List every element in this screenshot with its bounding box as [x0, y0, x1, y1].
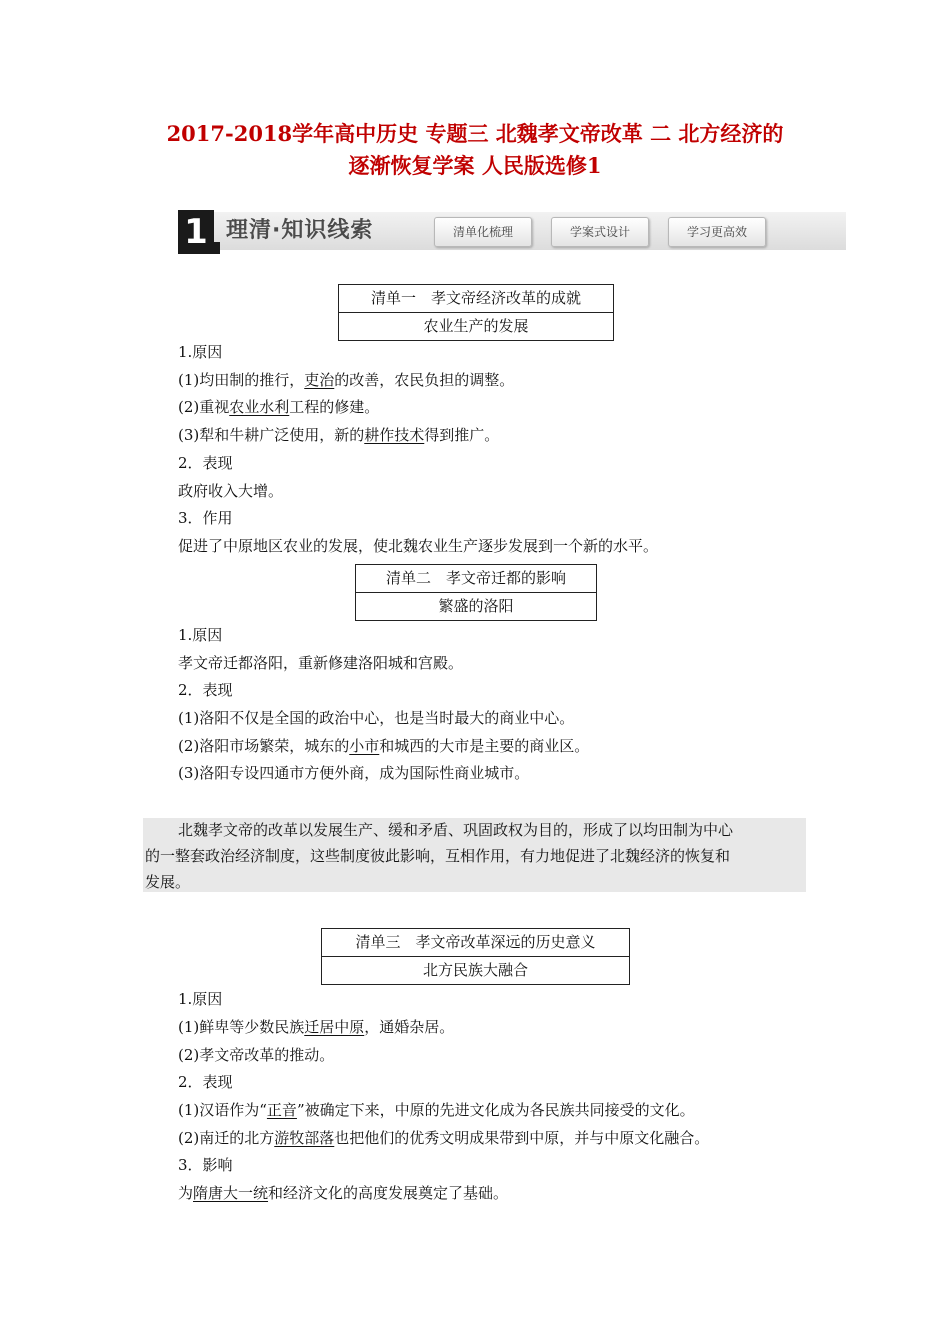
s1-effect-text: 促进了中原地区农业的发展，使北魏农业生产逐步发展到一个新的水平。 — [178, 537, 659, 555]
s3-heading-effect: 3．影响 — [178, 1156, 233, 1174]
list-box-3-title: 清单三 孝文帝改革深远的历史意义 — [322, 929, 629, 957]
s3-heading-show: 2．表现 — [178, 1073, 233, 1091]
s3-reason-1-key: 迁居中原 — [304, 1018, 365, 1036]
s3-show-2-key: 游牧部落 — [274, 1129, 335, 1147]
list-box-2-subtitle: 繁盛的洛阳 — [438, 597, 514, 615]
s3-reason-2: (2)孝文帝改革的推动。 — [178, 1046, 335, 1064]
s1-reason-1: (1)均田制的推行，吏治的改善，农民负担的调整。 — [178, 371, 515, 389]
list-box-2-title: 清单二 孝文帝迁都的影响 — [356, 565, 596, 593]
banner-heading: 理清·知识线索 — [226, 218, 374, 243]
title-line-1: 2017-2018学年高中历史 专题三 北魏孝文帝改革 二 北方经济的 — [166, 121, 784, 146]
title-line-2: 逐渐恢复学案 人民版选修1 — [348, 153, 602, 178]
s2-show-1: (1)洛阳不仅是全国的政治中心，也是当时最大的商业中心。 — [178, 709, 575, 727]
s1-show-text: 政府收入大增。 — [178, 482, 284, 500]
summary-line-2: 的一整套政治经济制度，这些制度彼此影响，互相作用，有力地促进了北魏经济的恢复和 — [145, 847, 731, 865]
banner-button-design[interactable]: 学案式设计 — [551, 217, 649, 247]
section-banner — [178, 210, 846, 254]
summary-line-1: 北魏孝文帝的改革以发展生产、缓和矛盾、巩固政权为目的，形成了以均田制为中心 — [178, 821, 734, 839]
list-box-1 — [338, 284, 614, 341]
s2-reason-text: 孝文帝迁都洛阳，重新修建洛阳城和宫殿。 — [178, 654, 464, 672]
list-box-2 — [355, 564, 597, 621]
s1-reason-1-key: 吏治 — [304, 371, 335, 389]
s3-show-1-key: 正音 — [266, 1101, 297, 1119]
summary-line-3: 发展。 — [145, 873, 191, 891]
s1-reason-2-key: 农业水利 — [229, 398, 290, 416]
document-title — [60, 118, 890, 182]
s3-effect-text: 为隋唐大一统和经济文化的高度发展奠定了基础。 — [178, 1184, 509, 1202]
list-box-3-subtitle: 北方民族大融合 — [422, 961, 528, 979]
s2-heading-show: 2．表现 — [178, 681, 233, 699]
banner-button-efficient[interactable]: 学习更高效 — [668, 217, 766, 247]
s1-reason-3-key: 耕作技术 — [364, 426, 425, 444]
s3-heading-reason: 1.原因 — [178, 990, 223, 1008]
list-box-1-title: 清单一 孝文帝经济改革的成就 — [339, 285, 613, 313]
s1-reason-2: (2)重视农业水利工程的修建。 — [178, 398, 380, 416]
s2-show-2: (2)洛阳市场繁荣，城东的小市和城西的大市是主要的商业区。 — [178, 737, 590, 755]
s2-show-2-key: 小市 — [349, 737, 380, 755]
banner-number-badge: 1 — [178, 210, 214, 254]
s1-reason-3: (3)犁和牛耕广泛使用，新的耕作技术得到推广。 — [178, 426, 500, 444]
summary-block — [143, 818, 806, 892]
s3-show-2: (2)南迁的北方游牧部落也把他们的优秀文明成果带到中原，并与中原文化融合。 — [178, 1129, 710, 1147]
s3-show-1: (1)汉语作为“正音”被确定下来，中原的先进文化成为各民族共同接受的文化。 — [178, 1101, 695, 1119]
s2-show-3: (3)洛阳专设四通市方便外商，成为国际性商业城市。 — [178, 764, 530, 782]
s2-heading-reason: 1.原因 — [178, 626, 223, 644]
s3-reason-1: (1)鲜卑等少数民族迁居中原，通婚杂居。 — [178, 1018, 455, 1036]
banner-button-list[interactable]: 清单化梳理 — [434, 217, 532, 247]
s1-heading-effect: 3．作用 — [178, 509, 233, 527]
list-box-1-subtitle: 农业生产的发展 — [423, 317, 529, 335]
s1-heading-reason: 1.原因 — [178, 343, 223, 361]
s1-heading-show: 2．表现 — [178, 454, 233, 472]
list-box-3 — [321, 928, 630, 985]
s3-effect-key: 隋唐大一统 — [193, 1184, 269, 1202]
